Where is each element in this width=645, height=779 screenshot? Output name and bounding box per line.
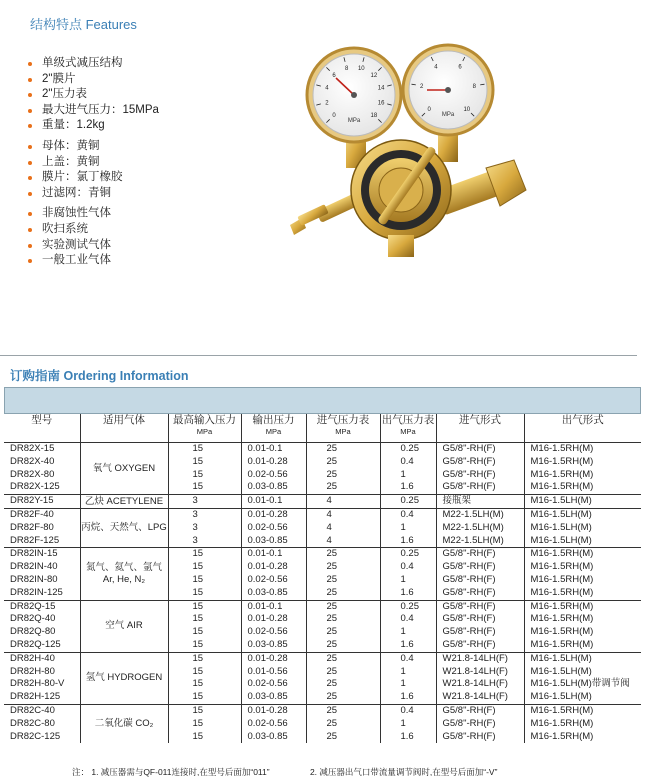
- table-cell: 15: [168, 443, 241, 456]
- table-cell: 1: [380, 469, 436, 482]
- table-cell: M16-1.5RH(M): [524, 587, 641, 600]
- model-cell: DR82C-80: [10, 717, 55, 729]
- table-cell: 0.25: [380, 495, 436, 509]
- table-cell: M16-1.5RH(M): [524, 456, 641, 469]
- table-cell: M22-1.5LH(M): [436, 522, 524, 535]
- table-cell: 25: [306, 443, 380, 456]
- table-cell: M16-1.5RH(M): [524, 481, 641, 494]
- model-cell: DR82H-125: [10, 691, 61, 703]
- table-cell: 25: [306, 678, 380, 691]
- table-cell: 0.01-0.1: [241, 443, 306, 456]
- table-cell: 0.01-0.56: [241, 666, 306, 679]
- gauge-tick-label: 2: [420, 83, 424, 90]
- gauge-tick-label: 0: [427, 106, 431, 113]
- feature-item: 非腐蚀性气体: [28, 206, 159, 222]
- model-cell: DR82C-40: [4, 704, 80, 717]
- table-cell: G5/8"-RH(F): [436, 469, 524, 482]
- table-cell: 0.4: [380, 456, 436, 469]
- table-row: [4, 495, 641, 509]
- gauge-tick-label: 6: [332, 73, 336, 80]
- table-cell: W21.8-14LH(F): [436, 691, 524, 704]
- column-header-unit: MPa: [196, 426, 213, 436]
- table-cell: 25: [306, 469, 380, 482]
- bottom-knob: [388, 235, 414, 257]
- gas-type-cell: 丙烷、天然气、LPG: [80, 508, 168, 547]
- column-header-label: 出气压力表: [381, 414, 435, 426]
- table-cell: 1: [380, 522, 436, 535]
- column-header-unit: MPa: [335, 426, 351, 436]
- table-cell: 15: [168, 652, 241, 665]
- table-cell: G5/8"-RH(F): [436, 613, 524, 626]
- column-header: [436, 414, 524, 443]
- gauge-tick-label: 0: [332, 112, 336, 119]
- table-cell: 0.4: [380, 561, 436, 574]
- feature-item: 最大进气压力：15MPa: [28, 103, 159, 119]
- table-cell: 15: [168, 731, 241, 744]
- table-cell: 0.03-0.85: [241, 535, 306, 548]
- table-cell: M16-1.5RH(M): [524, 613, 641, 626]
- table-cell: 25: [306, 600, 380, 613]
- table-cell: 0.03-0.85: [241, 587, 306, 600]
- table-cell: 15: [168, 600, 241, 613]
- table-cell: 0.4: [380, 613, 436, 626]
- table-cell: 0.4: [380, 704, 436, 717]
- gas-type-cell: 氢气 HYDROGEN: [80, 652, 168, 704]
- model-cell: DR82X-80: [10, 468, 55, 480]
- table-cell: 25: [306, 718, 380, 731]
- gauge-tick-label: 18: [370, 112, 378, 119]
- table-cell: 15: [168, 626, 241, 639]
- model-cell: DR82Q-125: [10, 638, 61, 650]
- table-row: [4, 600, 641, 613]
- table-row: [4, 652, 641, 665]
- table-cell: 3: [168, 508, 241, 521]
- table-cell: 25: [306, 613, 380, 626]
- model-cell: DR82IN-40: [10, 561, 58, 573]
- table-cell: M16-1.5LH(M): [524, 495, 641, 509]
- table-cell: G5/8"-RH(F): [436, 626, 524, 639]
- model-cell: DR82Q-80: [10, 626, 56, 638]
- gauge-tick-label: 6: [458, 64, 462, 71]
- table-cell: M16-1.5LH(M)带调节阀: [524, 678, 641, 691]
- table-cell: M16-1.5LH(M): [524, 508, 641, 521]
- table-cell: 15: [168, 561, 241, 574]
- table-cell: W21.8-14LH(F): [436, 678, 524, 691]
- model-cell: DR82H-80-V: [10, 678, 65, 690]
- table-cell: 0.03-0.85: [241, 639, 306, 652]
- model-cell: DR82F-80: [10, 521, 54, 533]
- table-cell: 25: [306, 666, 380, 679]
- table-cell: 0.01-0.1: [241, 600, 306, 613]
- feature-item: 过滤网：青铜: [28, 186, 159, 202]
- gauge-tick-label: 4: [434, 64, 438, 71]
- regulator-image: [288, 40, 538, 265]
- model-cell: DR82C-125: [10, 730, 61, 742]
- table-cell: 1: [380, 574, 436, 587]
- gauge-tick-label: 16: [377, 100, 385, 107]
- table-cell: 3: [168, 522, 241, 535]
- gas-type-cell: 氮气、氦气、氩气 Ar, He, N₂: [80, 548, 168, 600]
- model-cell: DR82H-40: [4, 652, 80, 665]
- gauge-tick-label: 8: [345, 65, 349, 72]
- table-cell: 0.01-0.28: [241, 704, 306, 717]
- column-header-unit: MPa: [400, 426, 416, 436]
- table-cell: 25: [306, 574, 380, 587]
- column-header-label: 适用气体: [103, 414, 145, 426]
- table-cell: 15: [168, 574, 241, 587]
- feature-item: 重量：1.2kg: [28, 118, 159, 134]
- column-header-label: 出气形式: [561, 414, 604, 426]
- table-cell: 1: [380, 626, 436, 639]
- table-cell: M16-1.5RH(M): [524, 626, 641, 639]
- table-cell: 15: [168, 548, 241, 561]
- table-cell: G5/8"-RH(F): [436, 600, 524, 613]
- table-cell: G5/8"-RH(F): [436, 456, 524, 469]
- table-cell: G5/8"-RH(F): [436, 481, 524, 494]
- table-cell: 15: [168, 691, 241, 704]
- gas-type-cell: 二氧化碳 CO₂: [80, 704, 168, 743]
- table-cell: 1.6: [380, 587, 436, 600]
- table-cell: 3: [168, 495, 241, 509]
- table-body: [4, 443, 641, 744]
- model-cell: DR82H-80: [10, 665, 55, 677]
- table-cell: 0.4: [380, 508, 436, 521]
- table-cell: 15: [168, 456, 241, 469]
- table-cell: 0.02-0.56: [241, 718, 306, 731]
- gauge-tick-label: 10: [357, 65, 365, 72]
- table-cell: G5/8"-RH(F): [436, 574, 524, 587]
- table-cell: M16-1.5RH(M): [524, 639, 641, 652]
- table-header-band: [4, 387, 641, 414]
- table-cell: 1.6: [380, 481, 436, 494]
- table-cell: 1.6: [380, 535, 436, 548]
- table-cell: 15: [168, 678, 241, 691]
- column-header: [241, 414, 306, 443]
- table-cell: 0.01-0.28: [241, 613, 306, 626]
- table-cell: 0.25: [380, 443, 436, 456]
- table-cell: 25: [306, 626, 380, 639]
- table-cell: 25: [306, 639, 380, 652]
- table-cell: W21.8-14LH(F): [436, 652, 524, 665]
- model-cell: DR82Q-15: [4, 600, 80, 613]
- table-cell: M16-1.5LH(M): [524, 652, 641, 665]
- column-header: [168, 414, 241, 443]
- gas-type-cell: 空气 AIR: [80, 600, 168, 652]
- column-header-unit: MPa: [265, 426, 282, 436]
- table-cell: 1: [380, 666, 436, 679]
- ordering-title: 订购指南 Ordering Information: [10, 369, 189, 383]
- table-row: [4, 508, 641, 521]
- section-divider: [0, 355, 637, 356]
- table-row: [4, 443, 641, 456]
- table-cell: 0.01-0.1: [241, 548, 306, 561]
- feature-item: 实验测试气体: [28, 238, 159, 254]
- model-cell: DR82IN-80: [10, 573, 58, 585]
- table-cell: M16-1.5RH(M): [524, 731, 641, 744]
- table-cell: 15: [168, 613, 241, 626]
- table-cell: 0.02-0.56: [241, 469, 306, 482]
- table-cell: M16-1.5RH(M): [524, 718, 641, 731]
- table-cell: G5/8"-RH(F): [436, 587, 524, 600]
- table-cell: 15: [168, 666, 241, 679]
- gauge-tick-label: 2: [325, 100, 329, 107]
- feature-item: 母体：黄铜: [28, 139, 159, 155]
- gas-type-cell: 氧气 OXYGEN: [80, 443, 168, 495]
- table-cell: G5/8"-RH(F): [436, 731, 524, 744]
- table-header-row: [4, 414, 641, 443]
- table-cell: 15: [168, 704, 241, 717]
- table-cell: M16-1.5LH(M): [524, 522, 641, 535]
- table-cell: 0.02-0.56: [241, 678, 306, 691]
- table-cell: 15: [168, 481, 241, 494]
- table-cell: M16-1.5RH(M): [524, 600, 641, 613]
- model-cell: DR82IN-15: [4, 548, 80, 561]
- features-title: 结构特点 Features: [30, 17, 137, 32]
- feature-item: 单级式减压结构: [28, 56, 159, 72]
- column-header: [4, 414, 80, 443]
- gauge-tick-label: 14: [377, 85, 385, 92]
- column-header-label: 型号: [31, 414, 53, 426]
- table-cell: G5/8"-RH(F): [436, 548, 524, 561]
- table-cell: M22-1.5LH(M): [436, 508, 524, 521]
- footnote-1: 注： 1. 减压器需与QF-011连接时,在型号后面加“011”: [72, 767, 270, 777]
- table-cell: M16-1.5LH(M): [524, 535, 641, 548]
- footnote: [72, 766, 497, 778]
- feature-item: 上盖：黄铜: [28, 155, 159, 171]
- table-cell: 25: [306, 704, 380, 717]
- table-cell: 25: [306, 691, 380, 704]
- table-cell: 0.01-0.28: [241, 652, 306, 665]
- table-cell: M16-1.5RH(M): [524, 704, 641, 717]
- left-gauge-unit: MPa: [347, 118, 361, 124]
- table-cell: M16-1.5RH(M): [524, 469, 641, 482]
- table-cell: G5/8"-RH(F): [436, 704, 524, 717]
- table-cell: G5/8"-RH(F): [436, 718, 524, 731]
- table-cell: 25: [306, 548, 380, 561]
- gauge-tick-label: 12: [370, 73, 378, 80]
- table-cell: 0.03-0.85: [241, 481, 306, 494]
- table-cell: 3: [168, 535, 241, 548]
- gauge-tick-label: 4: [325, 85, 329, 92]
- column-header-label: 最高输入压力: [173, 414, 236, 426]
- table-cell: W21.8-14LH(F): [436, 666, 524, 679]
- table-cell: M16-1.5LH(M): [524, 666, 641, 679]
- table-cell: 0.01-0.28: [241, 561, 306, 574]
- model-cell: DR82X-15: [4, 443, 80, 456]
- table-cell: M16-1.5RH(M): [524, 443, 641, 456]
- table-cell: 0.01-0.28: [241, 508, 306, 521]
- table-cell: 0.4: [380, 652, 436, 665]
- gas-type-cell: 乙炔 ACETYLENE: [80, 495, 168, 509]
- table-cell: 15: [168, 718, 241, 731]
- column-header: [80, 414, 168, 443]
- table-cell: 4: [306, 522, 380, 535]
- table-row: [4, 548, 641, 561]
- model-cell: DR82X-40: [10, 455, 55, 467]
- table-cell: 25: [306, 652, 380, 665]
- left-gauge: [307, 48, 401, 142]
- table-cell: 0.01-0.1: [241, 495, 306, 509]
- column-header: [524, 414, 641, 443]
- feature-item: 膜片：氯丁橡胶: [28, 170, 159, 186]
- table-cell: M16-1.5RH(M): [524, 548, 641, 561]
- table-cell: G5/8"-RH(F): [436, 443, 524, 456]
- model-cell: DR82IN-125: [10, 586, 63, 598]
- model-cell: DR82Y-15: [4, 495, 80, 509]
- column-header-label: 进气压力表: [316, 414, 370, 426]
- ordering-table: [4, 414, 641, 743]
- table-cell: 1: [380, 678, 436, 691]
- model-cell: DR82Q-40: [10, 613, 56, 625]
- table-cell: M16-1.5RH(M): [524, 574, 641, 587]
- table-cell: 4: [306, 535, 380, 548]
- table-cell: 0.03-0.85: [241, 691, 306, 704]
- column-header: [380, 414, 436, 443]
- table-cell: 15: [168, 587, 241, 600]
- table-cell: 0.01-0.28: [241, 456, 306, 469]
- table-cell: 0.25: [380, 548, 436, 561]
- table-row: [4, 704, 641, 717]
- table-cell: 1.6: [380, 691, 436, 704]
- gauge-tick-label: 8: [472, 83, 476, 90]
- table-cell: 25: [306, 481, 380, 494]
- table-cell: 1: [380, 718, 436, 731]
- table-cell: 0.25: [380, 600, 436, 613]
- table-cell: 0.02-0.56: [241, 626, 306, 639]
- table-cell: 4: [306, 495, 380, 509]
- table-cell: M16-1.5RH(M): [524, 561, 641, 574]
- feature-item: 2"膜片: [28, 72, 159, 88]
- table-cell: 25: [306, 587, 380, 600]
- column-header: [306, 414, 380, 443]
- feature-item: 一般工业气体: [28, 253, 159, 269]
- table-cell: 1.6: [380, 731, 436, 744]
- feature-item: 2"压力表: [28, 87, 159, 103]
- column-header-label: 进气形式: [459, 414, 501, 426]
- gauge-tick-label: 10: [463, 106, 471, 113]
- footnote-2: 2. 减压器出气口带流量调节阀时,在型号后面加“-V”: [309, 767, 498, 777]
- table-cell: 15: [168, 639, 241, 652]
- table-cell: 25: [306, 731, 380, 744]
- table-cell: G5/8"-RH(F): [436, 561, 524, 574]
- table-cell: G5/8"-RH(F): [436, 639, 524, 652]
- table-cell: 0.02-0.56: [241, 522, 306, 535]
- feature-item: 吹扫系统: [28, 222, 159, 238]
- table-cell: 25: [306, 456, 380, 469]
- table-cell: 1.6: [380, 639, 436, 652]
- table-cell: 15: [168, 469, 241, 482]
- model-cell: DR82F-40: [4, 508, 80, 521]
- table-cell: 25: [306, 561, 380, 574]
- table-cell: 4: [306, 508, 380, 521]
- table-cell: 0.03-0.85: [241, 731, 306, 744]
- right-gauge-unit: MPa: [441, 112, 455, 118]
- table-cell: M16-1.5LH(M): [524, 691, 641, 704]
- column-header-label: 输出压力: [252, 414, 295, 426]
- table-cell: M22-1.5LH(M): [436, 535, 524, 548]
- table-cell: 接瓶架: [436, 495, 524, 509]
- features-list: [28, 56, 159, 269]
- right-gauge: [403, 45, 493, 135]
- model-cell: DR82X-125: [10, 481, 60, 493]
- table-cell: 0.02-0.56: [241, 574, 306, 587]
- model-cell: DR82F-125: [10, 534, 60, 546]
